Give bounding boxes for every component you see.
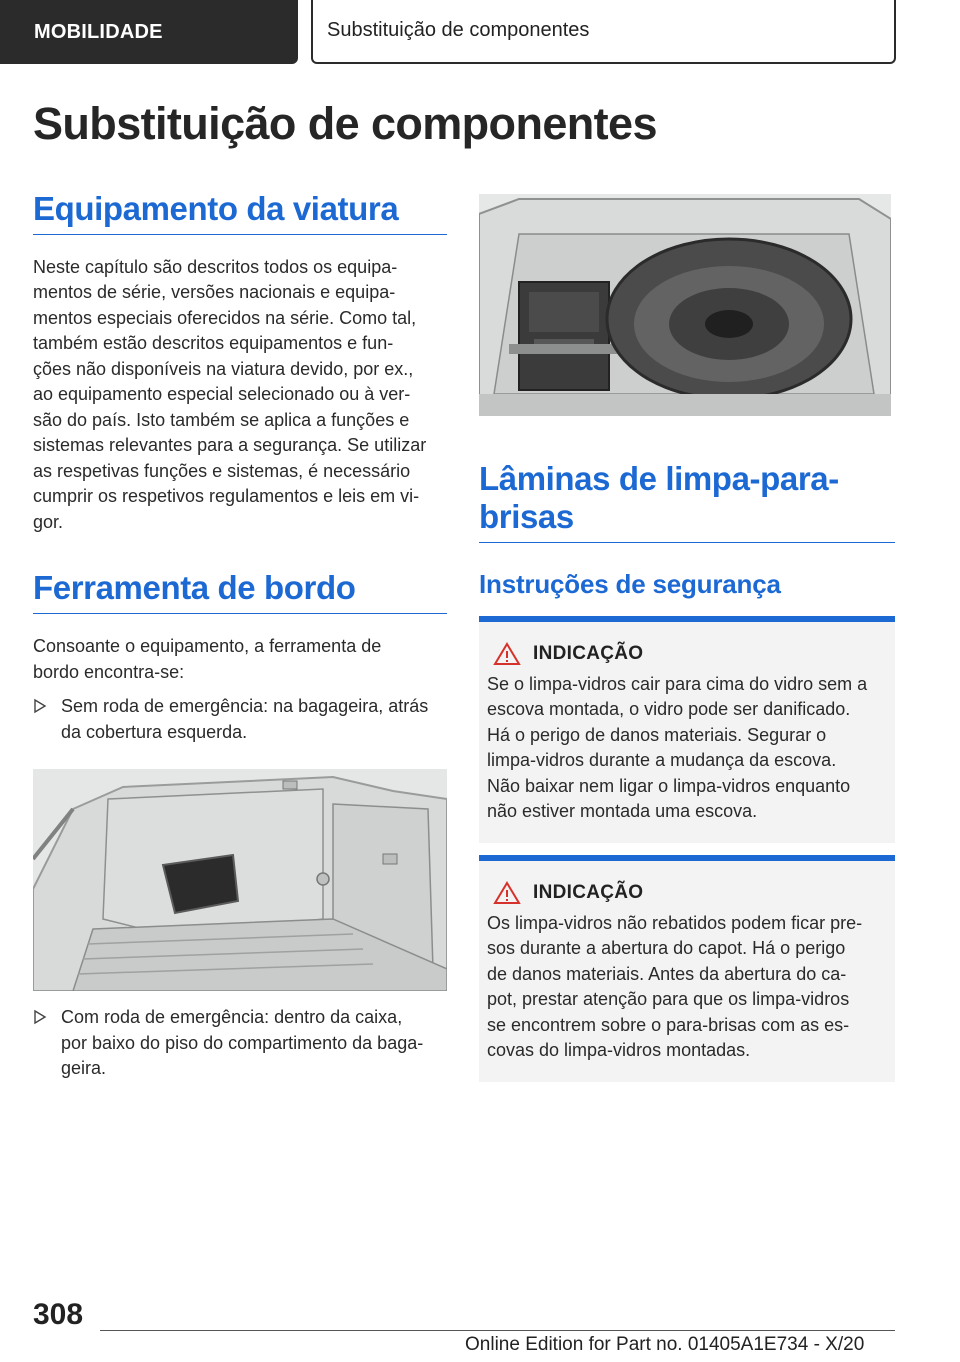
edition-info: Online Edition for Part no. 01405A1E734 - X/20 [465, 1334, 865, 1355]
chapter-tab: Substituição de componentes [311, 0, 896, 64]
equipment-heading: Equipamento da viatura [33, 190, 447, 235]
trunk-image [33, 769, 447, 991]
section-tab: MOBILIDADE [0, 0, 298, 64]
right-column [479, 194, 895, 1082]
footer-divider [100, 1330, 895, 1331]
warning-box [479, 616, 895, 843]
page-number: 308 [33, 1298, 84, 1331]
triangle-bullet-icon [33, 697, 47, 715]
left-column [33, 190, 447, 1082]
warning-box [479, 855, 895, 1082]
warning-triangle-icon [493, 642, 521, 666]
page-title: Substituição de componentes [33, 98, 657, 149]
warning-text: Se o limpa-vidros cair para cima do vidro sem a escova montada, o vidro pode ser danificado. Há o perigo de danos materiais. Segurar o limpa-vidros durante a mudança da escova. Não baixar nem ligar o limpa-vidros enquanto não estiver montada uma escova. [487, 673, 868, 822]
triangle-bullet-icon [33, 1008, 47, 1026]
warning-title: INDICAÇÃO [533, 881, 644, 903]
bullet-item: Com roda de emergência: dentro da caixa, por baixo do piso do compartimento da baga- geira. [33, 1005, 447, 1082]
warning-title: INDICAÇÃO [533, 642, 644, 664]
safety-instructions-heading: Instruções de segurança [479, 568, 781, 599]
equipment-paragraph: Neste capítulo são descritos todos os equipa- mentos de série, versões nacionais e equipa- mentos especiais oferecidos na série. Como tal, também estão descritos equipamentos e fun- ções não disponíveis na viatura devido, por ex., ao equipamento especial selecionado ou à ver- são do país. Isto também se aplica a funções e sistemas relevantes para a segurança. Se utilizar as respetivas funções e sistemas, é necessário cumprir os respetivos regulamentos e leis em vi- gor. [33, 256, 427, 532]
spare-wheel-image [479, 194, 891, 416]
warning-triangle-icon [493, 881, 521, 905]
onboard-tools-intro: Consoante o equipamento, a ferramenta de bordo encontra-se: [33, 636, 382, 682]
onboard-tools-heading: Ferramenta de bordo [33, 569, 447, 614]
wiper-blades-heading: Lâminas de limpa-para- brisas [479, 460, 895, 543]
warning-text: Os limpa-vidros não rebatidos podem ficar pre- sos durante a abertura do capot. Há o perigo de danos materiais. Antes da abertura do ca- pot, prestar atenção para que os limpa-vidros se encontrem sobre o para-brisas com as es- covas do limpa-vidros montadas. [487, 912, 863, 1061]
page-header [0, 0, 960, 66]
bullet-item: Sem roda de emergência: na bagageira, atrás da cobertura esquerda. [33, 694, 447, 745]
